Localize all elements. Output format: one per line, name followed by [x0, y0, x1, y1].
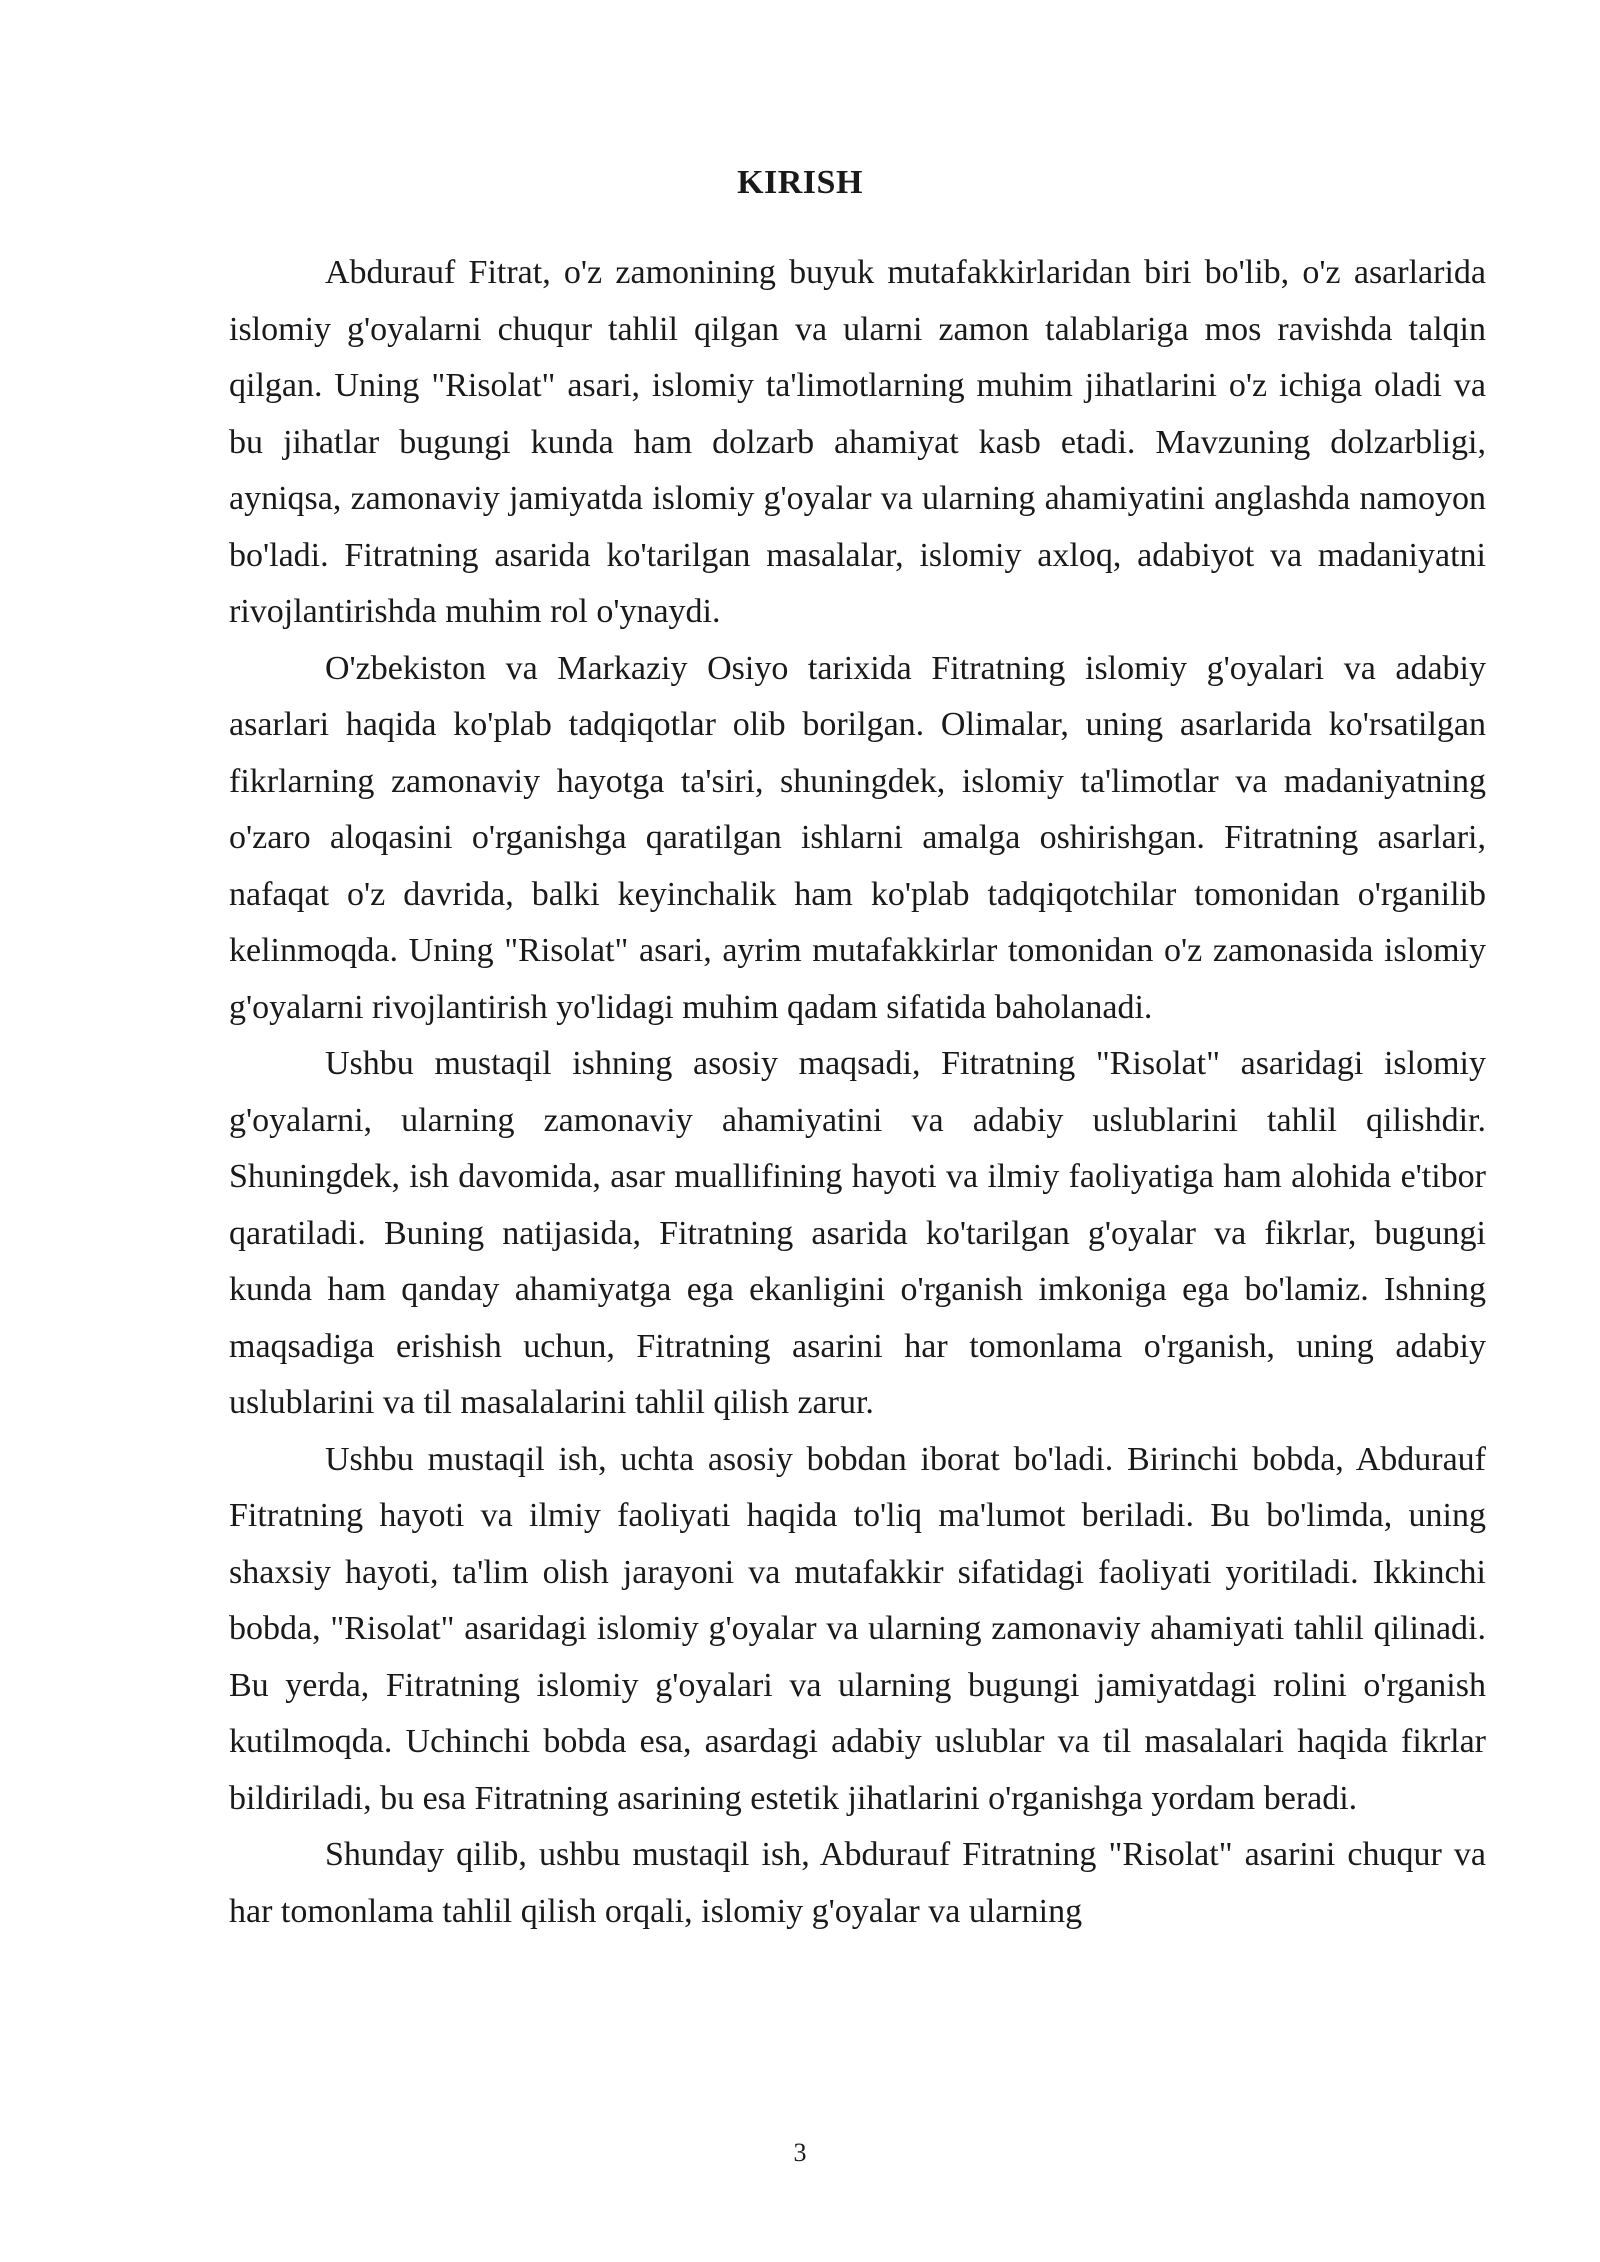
body-text	[229, 245, 1486, 1940]
paragraph-5: Shunday qilib, ushbu mustaqil ish, Abdurauf Fitratning "Risolat" asarini chuqur va har tomonlama tahlil qilish orqali, islomiy g'oyalar va ularning	[229, 1836, 1486, 1930]
paragraph-1: Abdurauf Fitrat, o'z zamonining buyuk mutafakkirlaridan biri bo'lib, o'z asarlarida islomiy g'oyalarni chuqur tahlil qilgan va ularni zamon talablariga mos ravishda talqin qilgan. Uning "Risolat" asari, islomiy ta'limotlarning muhim jihatlarini o'z ichiga oladi va bu jihatlar bugungi kunda ham dolzarb ahamiyat kasb etadi. Mavzuning dolzarbligi, ayniqsa, zamonaviy jamiyatda islomiy g'oyalar va ularning ahamiyatini anglashda namoyon bo'ladi. Fitratning asarida ko'tarilgan masalalar, islomiy axloq, adabiyot va madaniyatni rivojlantirishda muhim rol o'ynaydi.	[229, 254, 1486, 630]
paragraph-4: Ushbu mustaqil ish, uchta asosiy bobdan iborat bo'ladi. Birinchi bobda, Abdurauf Fitratning hayoti va ilmiy faoliyati haqida to'liq ma'lumot beriladi. Bu bo'limda, uning shaxsiy hayoti, ta'lim olish jarayoni va mutafakkir sifatidagi faoliyati yoritiladi. Ikkinchi bobda, "Risolat" asaridagi islomiy g'oyalar va ularning zamonaviy ahamiyati tahlil qilinadi. Bu yerda, Fitratning islomiy g'oyalari va ularning bugungi jamiyatdagi rolini o'rganish kutilmoqda. Uchinchi bobda esa, asardagi adabiy uslublar va til masalalari haqida fikrlar bildiriladi, bu esa Fitratning asarining estetik jihatlarini o'rganishga yordam beradi.	[229, 1440, 1486, 1817]
paragraph-3: Ushbu mustaqil ishning asosiy maqsadi, Fitratning "Risolat" asaridagi islomiy g'oyalarni, ularning zamonaviy ahamiyatini va adabiy uslublarini tahlil qilishdir. Shuningdek, ish davomida, asar muallifining hayoti va ilmiy faoliyatiga ham alohida e'tibor qaratiladi. Buning natijasida, Fitratning asarida ko'tarilgan g'oyalar va fikrlar, bugungi kunda ham qanday ahamiyatga ega ekanligini o'rganish imkoniga ega bo'lamiz. Ishning maqsadiga erishish uchun, Fitratning asarini har tomonlama o'rganish, uning adabiy uslublarini va til masalalarini tahlil qilish zarur.	[229, 1045, 1486, 1421]
paragraph-2: O'zbekiston va Markaziy Osiyo tarixida Fitratning islomiy g'oyalari va adabiy asarlari haqida ko'plab tadqiqotlar olib borilgan. Olimalar, uning asarlarida ko'rsatilgan fikrlarning zamonaviy hayotga ta'siri, shuningdek, islomiy ta'limotlar va madaniyatning o'zaro aloqasini o'rganishga qaratilgan ishlarni amalga oshirishgan. Fitratning asarlari, nafaqat o'z davrida, balki keyinchalik ham ko'plab tadqiqotchilar tomonidan o'rganilib kelinmoqda. Uning "Risolat" asari, ayrim mutafakkirlar tomonidan o'z zamonasida islomiy g'oyalarni rivojlantirish yo'lidagi muhim qadam sifatida baholanadi.	[229, 649, 1486, 1026]
page-number: 3	[793, 2138, 807, 2167]
section-title: KIRISH	[737, 164, 863, 201]
